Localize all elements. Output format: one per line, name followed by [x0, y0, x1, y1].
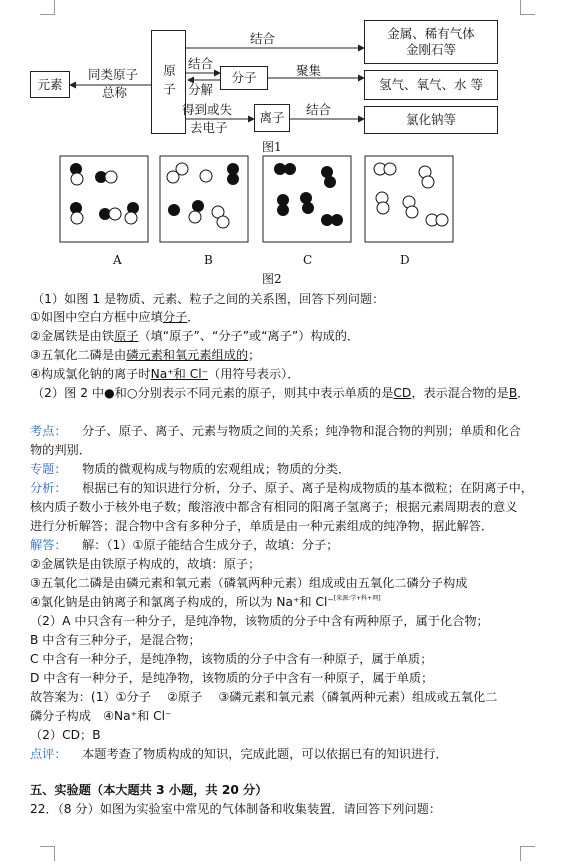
q1-item-4 [30, 365, 299, 382]
molecule-box-label: 分子 [231, 70, 257, 85]
q1-3-text: ③五氧化二磷是由 [30, 348, 127, 362]
ion-box-label: 离子 [259, 110, 285, 125]
element-box [30, 71, 70, 98]
q1-2-text: ②金属铁是由铁 [30, 329, 115, 343]
crop-mark-bottom-right [520, 846, 535, 861]
q1-1-answer: 分子 [162, 310, 188, 324]
jieda-label: 解答： [30, 538, 67, 552]
box-b [160, 156, 248, 242]
figure-2-caption: 图2 [262, 272, 282, 286]
kaodian-label: 考点： [30, 424, 67, 438]
nacl-box-label: 氯化钠等 [405, 112, 456, 127]
collective-label: 总称 [102, 85, 128, 100]
fenxi-line-1 [30, 479, 533, 496]
q1-intro: （1）如图 1 是物质、元素、粒子之间的关系图，回答下列问题： [32, 292, 385, 306]
zhuanti-text: 物质的微观构成与物质的宏观组成；物质的分类． [82, 462, 351, 476]
kaodian-text-1: 分子、原子、离子、元素与物质之间的关系；纯净物和混合物的判别；单质和化合 [82, 424, 521, 438]
section-5-title: 五、实验题（本大题共 3 小题，共 20 分） [30, 783, 268, 797]
atom-box [151, 30, 186, 134]
q2-answer-2: B [508, 386, 518, 400]
gas-box [364, 70, 498, 100]
fenxi-line-2: 核内质子数小于核外电子数；酸溶液中都含有相同的阳离子氢离子；根据元素周期表的意义 [30, 500, 518, 514]
molecule-box [220, 66, 268, 90]
q1-2-answer: 原子 [114, 329, 139, 343]
q1-2-post: （填“原子”、“分子”或“离子”）构成的． [138, 329, 360, 343]
decompose-label: 分解 [188, 82, 214, 97]
jieda-text-4: ④氯化钠是由钠离子和氯离子构成的，所以为 Na⁺和 Cl⁻ [30, 595, 334, 609]
jieda-line-5: （2）A 中只含有一种分子，是纯净物，该物质的分子中含有两种原子，属于化合物； [30, 614, 489, 628]
jieda-line-2: ②金属铁是由铁原子构成的，故填：原子； [30, 557, 261, 571]
fenxi-line-3: 进行分析解答；混合物中含有多种分子，单质是由一种元素组成的纯净物，据此解答． [30, 519, 494, 533]
atom-box-label: 原子 [161, 63, 177, 101]
jieda-line-10: 磷分子构成 ④Na⁺和 Cl⁻ [30, 709, 172, 723]
box-d-label: D [400, 253, 410, 267]
q2-mid: ，表示混合物的是 [411, 386, 509, 400]
gain-lose-label-1: 得到或失 [182, 102, 233, 117]
combine-mid-label: 结合 [188, 56, 214, 71]
dianping-line [30, 745, 448, 762]
q1-4-post: （用符号表示）． [208, 367, 300, 381]
zhuanti-label: 专题： [30, 462, 67, 476]
metal-box [364, 20, 498, 64]
jieda-line-6: B 中含有三种分子，是混合物； [30, 633, 201, 647]
jieda-line-1 [30, 536, 338, 553]
q2 [32, 384, 529, 401]
ion-box [254, 104, 290, 132]
crop-mark-bottom-left [40, 846, 55, 861]
q1-item-3 [30, 346, 260, 363]
q2-text: （2）图 2 中●和○分别表示不同元素的原子，则其中表示单质的是 [32, 386, 394, 400]
jieda-text-1: 解：（1）①原子能结合生成分子，故填：分子； [82, 538, 339, 552]
kaodian-line-2: 物的判别． [30, 443, 91, 457]
fenxi-text-1: 根据已有的知识进行分析，分子、原子、离子是构成物质的基本微粒；在阴离子中， [82, 481, 533, 495]
dianping-text: 本题考查了物质构成的知识，完成此题，可以依据已有的知识进行． [82, 747, 448, 761]
kaodian-line-1 [30, 422, 521, 439]
gain-lose-label-2: 去电子 [190, 120, 228, 135]
box-a-label: A [113, 253, 122, 267]
source-stamp: [来源:学+科+网] [333, 595, 381, 602]
zhuanti-line [30, 460, 350, 477]
q1-4-text: ④构成氯化钠的离子时 [30, 367, 151, 381]
q1-item-1 [30, 308, 199, 325]
metal-box-label: 金属、稀有气体金刚石等 [387, 26, 475, 57]
box-c-label: C [303, 253, 313, 267]
combine-top-label: 结合 [250, 31, 276, 46]
nacl-box [364, 106, 498, 134]
jieda-line-4 [30, 593, 381, 610]
q1-1-post: ． [187, 310, 200, 324]
box-b-label: B [204, 253, 213, 267]
dianping-label: 点评： [30, 747, 67, 761]
question-22: 22．（8 分）如图为实验室中常见的气体制备和收集装置．请回答下列问题： [30, 802, 442, 816]
gather-label: 聚集 [296, 63, 322, 78]
figure-2-boxes [0, 150, 565, 280]
box-d [365, 156, 453, 242]
combine-bottom-label: 结合 [306, 102, 332, 117]
gas-box-label: 氢气、氧气、水 等 [379, 77, 483, 92]
jieda-line-8: D 中含有一种分子，是纯净物，该物质的分子中含有一种原子，属于单质； [30, 671, 434, 685]
q1-3-post: ； [248, 348, 261, 362]
jieda-line-3: ③五氧化二磷是由磷元素和氧元素（磷氧两种元素）组成或由五氧化二磷分子构成 [30, 576, 468, 590]
q2-answer-1: CD [393, 386, 412, 400]
fenxi-label: 分析： [30, 481, 67, 495]
q1-item-2 [30, 327, 359, 344]
box-c [263, 156, 351, 242]
jieda-line-7: C 中含有一种分子，是纯净物，该物质的分子中含有一种原子，属于单质； [30, 652, 433, 666]
q1-3-answer: 磷元素和氧元素组成的 [126, 348, 249, 362]
figure-1-caption: 图1 [262, 140, 282, 154]
jieda-line-11: （2）CD；B [30, 728, 101, 742]
q1-1-text: ①如图中空白方框中应填 [30, 310, 163, 324]
same-atom-label: 同类原子 [88, 67, 139, 82]
box-a [60, 156, 148, 242]
jieda-line-9: 故答案为：(1）①分子 ②原子 ③磷元素和氧元素（磷氧两种元素）组成或五氧化二 [30, 690, 498, 704]
element-box-label: 元素 [37, 76, 63, 92]
q2-post: ． [517, 386, 530, 400]
q1-4-answer: Na⁺和 Cl⁻ [150, 367, 209, 381]
